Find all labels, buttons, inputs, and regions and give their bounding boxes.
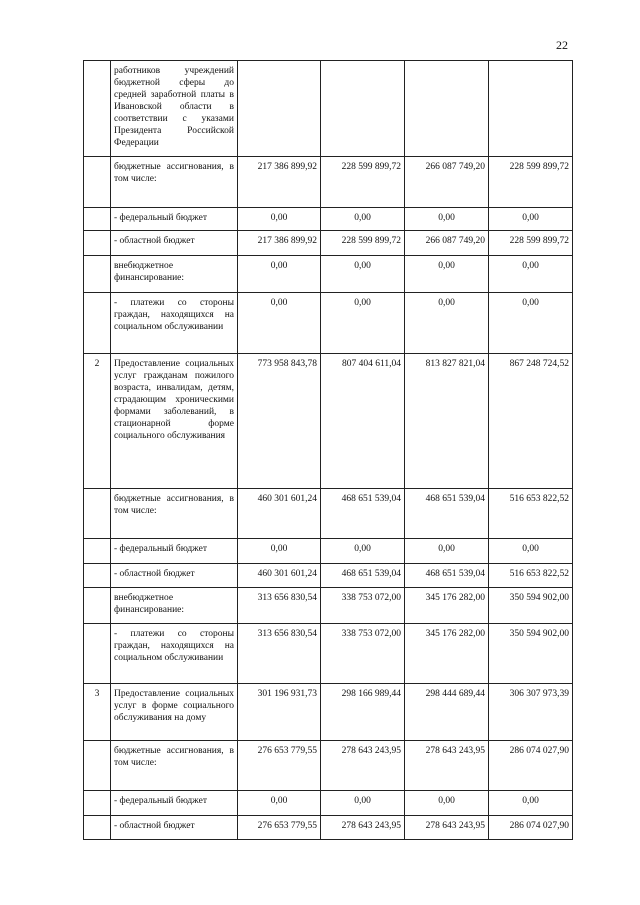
amount-cell: 313 656 830,54: [238, 588, 321, 624]
amount-cell: 228 599 899,72: [321, 157, 405, 208]
row-label: внебюджетное финансирование:: [111, 588, 238, 624]
table-row: [84, 157, 573, 208]
table-row: [84, 61, 573, 157]
amount-cell: 278 643 243,95: [405, 741, 489, 791]
page-number: 22: [556, 38, 568, 52]
row-label: - областной бюджет: [111, 816, 238, 840]
amount-cell: 276 653 779,55: [238, 741, 321, 791]
row-number: [84, 208, 111, 231]
table-row: [84, 489, 573, 539]
row-label: - областной бюджет: [111, 564, 238, 588]
row-number: [84, 256, 111, 293]
budget-table: [83, 60, 573, 840]
amount-cell: 0,00: [489, 208, 573, 231]
row-label: - федеральный бюджет: [111, 208, 238, 231]
amount-cell: 0,00: [321, 539, 405, 564]
table-row: [84, 564, 573, 588]
row-label: - федеральный бюджет: [111, 539, 238, 564]
amount-cell: 228 599 899,72: [321, 231, 405, 256]
amount-cell: 0,00: [238, 208, 321, 231]
amount-cell: 516 653 822,52: [489, 564, 573, 588]
amount-cell: 0,00: [489, 293, 573, 354]
row-number: 2: [84, 354, 111, 489]
row-label: Предоставление социальных услуг в форме социального обслуживания на дому: [111, 684, 238, 741]
amount-cell: 0,00: [489, 791, 573, 816]
amount-cell: 266 087 749,20: [405, 157, 489, 208]
amount-cell: 0,00: [405, 539, 489, 564]
amount-cell: 516 653 822,52: [489, 489, 573, 539]
amount-cell: 0,00: [489, 539, 573, 564]
amount-cell: 217 386 899,92: [238, 231, 321, 256]
table-row: [84, 816, 573, 840]
amount-cell: 350 594 902,00: [489, 624, 573, 684]
amount-cell: 867 248 724,52: [489, 354, 573, 489]
amount-cell: 345 176 282,00: [405, 588, 489, 624]
amount-cell: 807 404 611,04: [321, 354, 405, 489]
amount-cell: 278 643 243,95: [321, 816, 405, 840]
amount-cell: 468 651 539,04: [321, 564, 405, 588]
amount-cell: 0,00: [321, 256, 405, 293]
table-row: [84, 684, 573, 741]
table-row: [84, 588, 573, 624]
amount-cell: 228 599 899,72: [489, 231, 573, 256]
row-label: внебюджетное финансирование:: [111, 256, 238, 293]
row-label: - областной бюджет: [111, 231, 238, 256]
amount-cell: 468 651 539,04: [405, 489, 489, 539]
amount-cell: 0,00: [405, 256, 489, 293]
amount-cell: 468 651 539,04: [405, 564, 489, 588]
amount-cell: [238, 61, 321, 157]
row-number: [84, 61, 111, 157]
amount-cell: 286 074 027,90: [489, 816, 573, 840]
amount-cell: 0,00: [321, 208, 405, 231]
amount-cell: 338 753 072,00: [321, 624, 405, 684]
row-number: [84, 588, 111, 624]
row-label: - платежи со стороны граждан, находящихся на социальном обслуживании: [111, 293, 238, 354]
amount-cell: 298 444 689,44: [405, 684, 489, 741]
row-number: 3: [84, 684, 111, 741]
amount-cell: 278 643 243,95: [321, 741, 405, 791]
row-number: [84, 293, 111, 354]
amount-cell: 773 958 843,78: [238, 354, 321, 489]
amount-cell: 468 651 539,04: [321, 489, 405, 539]
row-label: - федеральный бюджет: [111, 791, 238, 816]
row-number: [84, 157, 111, 208]
amount-cell: [489, 61, 573, 157]
amount-cell: 0,00: [489, 256, 573, 293]
amount-cell: 0,00: [238, 539, 321, 564]
table-row: [84, 741, 573, 791]
row-number: [84, 564, 111, 588]
amount-cell: 350 594 902,00: [489, 588, 573, 624]
amount-cell: 0,00: [405, 791, 489, 816]
amount-cell: 217 386 899,92: [238, 157, 321, 208]
table-row: [84, 791, 573, 816]
amount-cell: 0,00: [321, 293, 405, 354]
amount-cell: [321, 61, 405, 157]
row-number: [84, 791, 111, 816]
table-row: [84, 231, 573, 256]
row-label: Предоставление социальных услуг гражданам пожилого возраста, инвалидам, детям, страдающим хроническими формами заболеваний, в стационарной форме социального обслуживания: [111, 354, 238, 489]
row-label: - платежи со стороны граждан, находящихся на социальном обслуживании: [111, 624, 238, 684]
row-number: [84, 816, 111, 840]
amount-cell: 313 656 830,54: [238, 624, 321, 684]
amount-cell: 813 827 821,04: [405, 354, 489, 489]
amount-cell: 298 166 989,44: [321, 684, 405, 741]
table-row: [84, 354, 573, 489]
amount-cell: 0,00: [238, 256, 321, 293]
amount-cell: 301 196 931,73: [238, 684, 321, 741]
table-row: [84, 624, 573, 684]
table-row: [84, 208, 573, 231]
amount-cell: 345 176 282,00: [405, 624, 489, 684]
amount-cell: 0,00: [405, 293, 489, 354]
amount-cell: 460 301 601,24: [238, 564, 321, 588]
amount-cell: 0,00: [405, 208, 489, 231]
table-row: [84, 539, 573, 564]
table-row: [84, 256, 573, 293]
row-label: бюджетные ассигнования, в том числе:: [111, 489, 238, 539]
amount-cell: 338 753 072,00: [321, 588, 405, 624]
amount-cell: 278 643 243,95: [405, 816, 489, 840]
row-number: [84, 741, 111, 791]
amount-cell: 0,00: [238, 791, 321, 816]
amount-cell: 460 301 601,24: [238, 489, 321, 539]
amount-cell: 228 599 899,72: [489, 157, 573, 208]
row-number: [84, 489, 111, 539]
amount-cell: 0,00: [321, 791, 405, 816]
row-number: [84, 624, 111, 684]
amount-cell: 276 653 779,55: [238, 816, 321, 840]
row-label: бюджетные ассигнования, в том числе:: [111, 157, 238, 208]
amount-cell: 306 307 973,39: [489, 684, 573, 741]
amount-cell: 0,00: [238, 293, 321, 354]
amount-cell: 286 074 027,90: [489, 741, 573, 791]
row-label: работников учреждений бюджетной сферы до средней заработной платы в Ивановской области в соответствии с указами Президента Российской Федерации: [111, 61, 238, 157]
row-number: [84, 539, 111, 564]
amount-cell: [405, 61, 489, 157]
row-label: бюджетные ассигнования, в том числе:: [111, 741, 238, 791]
row-number: [84, 231, 111, 256]
amount-cell: 266 087 749,20: [405, 231, 489, 256]
table-row: [84, 293, 573, 354]
